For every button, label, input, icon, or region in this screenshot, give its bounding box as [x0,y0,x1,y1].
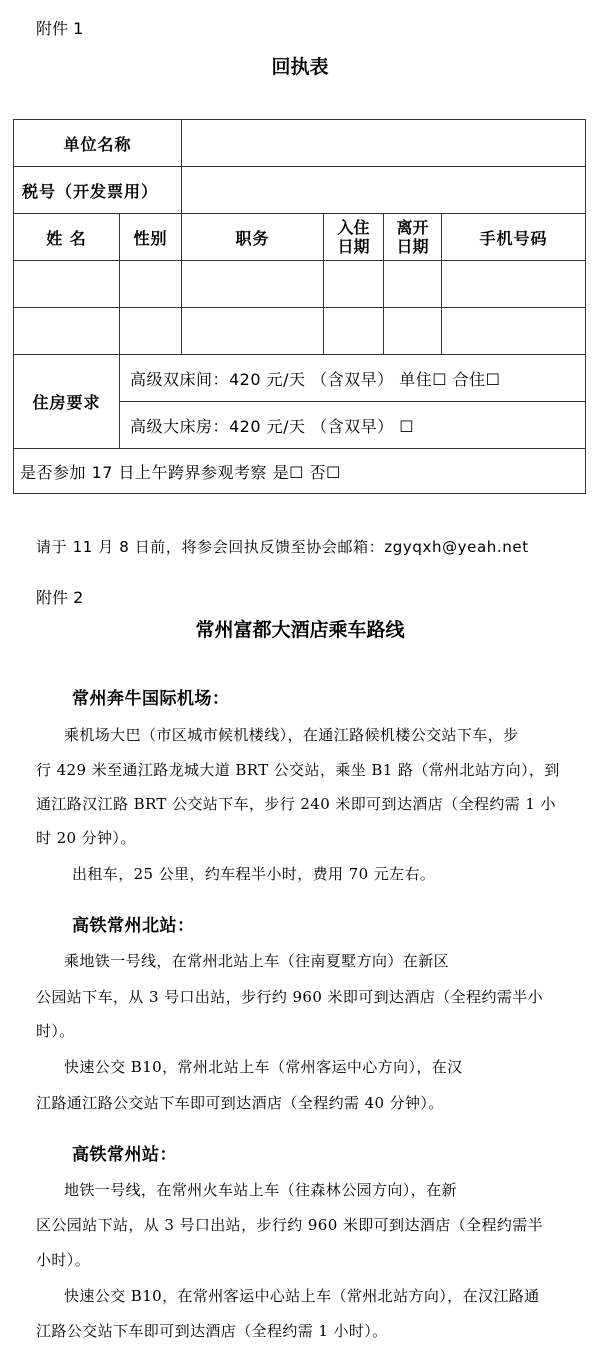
attendee-row [14,261,586,308]
attendee-name-cell[interactable] [14,261,120,308]
route-line: 江路公交站下车即可到达酒店（全程约需 1 小时）。 [36,1322,388,1340]
route-line: 时）。 [36,1022,75,1040]
attendee-gender-cell[interactable] [120,308,182,355]
header-phone: 手机号码 [442,214,586,261]
submission-notice: 请于 11 月 8 日前，将参会回执反馈至协会邮箱：zgyqxh@yeah.net [36,538,529,556]
attendee-phone-cell[interactable] [442,261,586,308]
attendee-gender-cell[interactable] [120,261,182,308]
header-position: 职务 [182,214,324,261]
route-line: 江路通江路公交站下车即可到达酒店（全程约需 40 分钟）。 [36,1094,444,1112]
org-name-field[interactable] [182,120,586,167]
route-guide-title: 常州富都大酒店乘车路线 [195,619,405,641]
route-line: 地铁一号线，在常州火车站上车（往森林公园方向），在新 [64,1181,457,1199]
route-line: 行 429 米至通江路龙城大道 BRT 公交站，乘坐 B1 路（常州北站方向），到 [36,761,560,779]
header-checkout-line1: 离开 [396,218,429,237]
section-heading-airport: 常州奔牛国际机场： [72,689,230,709]
route-line: 快速公交 B10，在常州客运中心站上车（常州北站方向），在汉江路通 [64,1287,540,1305]
housing-label: 住房要求 [14,355,120,449]
attendee-position-cell[interactable] [182,261,324,308]
route-line: 乘机场大巴（市区城市候机楼线），在通江路候机楼公交站下车，步 [64,726,519,744]
route-line: 出租车，25 公里，约车程半小时，费用 70 元左右。 [72,865,436,883]
route-line: 区公园站下站，从 3 号口出站，步行约 960 米即可到达酒店（全程约需半 [36,1216,544,1234]
org-name-row [14,120,586,167]
attendee-header-row [14,214,586,261]
header-name: 姓 名 [14,214,120,261]
attachment-2-label: 附件 2 [36,588,84,607]
section-heading-changzhou-station: 高铁常州站： [72,1145,177,1165]
route-line: 快速公交 B10，常州北站上车（常州客运中心方向），在汉 [64,1058,463,1076]
receipt-form-title: 回执表 [271,56,329,78]
route-line: 小时）。 [36,1251,91,1269]
attendee-phone-cell[interactable] [442,308,586,355]
attendee-position-cell[interactable] [182,308,324,355]
header-checkout-line2: 日期 [396,237,429,256]
route-line: 时 20 分钟）。 [36,829,136,847]
org-name-label: 单位名称 [14,120,182,167]
route-line: 公园站下车，从 3 号口出站，步行约 960 米即可到达酒店（全程约需半小 [36,988,544,1006]
room-option-king[interactable]: 高级大床房：420 元/天 （含双早） ☐ [120,402,586,449]
tax-id-label: 税号（开发票用） [14,167,182,214]
housing-row-1 [14,355,586,402]
route-line: 通江路汉江路 BRT 公交站下车，步行 240 米即可到达酒店（全程约需 1 小 [36,795,556,813]
header-gender: 性别 [120,214,182,261]
attendee-row [14,308,586,355]
attendee-checkin-cell[interactable] [324,308,384,355]
tour-question[interactable]: 是否参加 17 日上午跨界参观考察 是☐ 否☐ [14,449,586,494]
header-checkout-date [384,214,442,261]
attendee-name-cell[interactable] [14,308,120,355]
tour-row [14,449,586,494]
room-option-twin[interactable]: 高级双床间：420 元/天 （含双早） 单住☐ 合住☐ [120,355,586,402]
attendee-checkout-cell[interactable] [384,261,442,308]
tax-id-row [14,167,586,214]
attachment-1-label: 附件 1 [36,19,84,38]
attendee-checkin-cell[interactable] [324,261,384,308]
route-line: 乘地铁一号线，在常州北站上车（往南夏墅方向）在新区 [64,952,450,970]
section-heading-north-station: 高铁常州北站： [72,916,195,936]
header-checkin-date [324,214,384,261]
header-checkin-line1: 入住 [337,218,370,237]
receipt-form-table [13,119,586,494]
header-checkin-line2: 日期 [337,237,370,256]
tax-id-field[interactable] [182,167,586,214]
attendee-checkout-cell[interactable] [384,308,442,355]
